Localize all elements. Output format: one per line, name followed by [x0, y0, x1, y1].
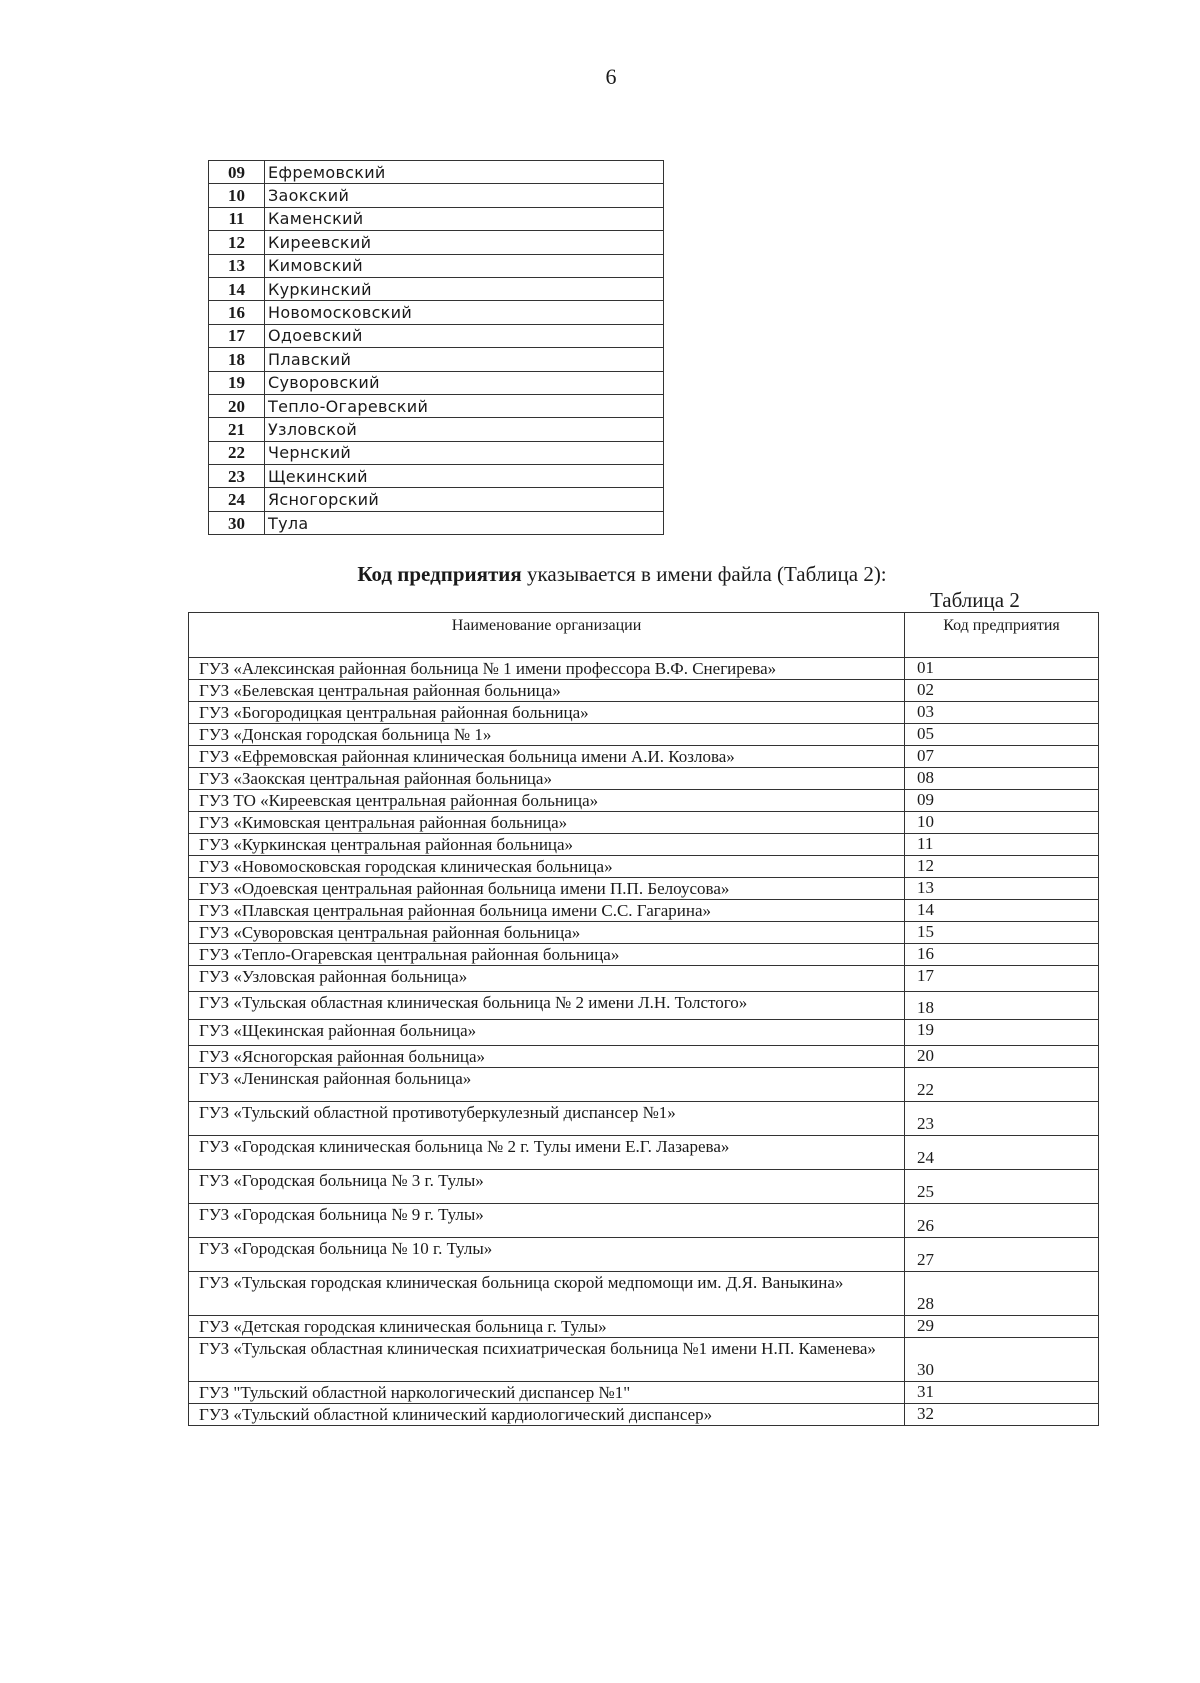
district-name: Кимовский	[265, 254, 664, 277]
enterprise-code: 09	[905, 790, 1099, 812]
district-code: 18	[209, 348, 265, 371]
table-row	[209, 254, 664, 277]
district-name: Чернский	[265, 441, 664, 464]
enterprise-code: 01	[905, 658, 1099, 680]
table-row	[209, 231, 664, 254]
district-name: Куркинский	[265, 277, 664, 300]
organization-name: ГУЗ «Городская клиническая больница № 2 г. Тулы имени Е.Г. Лазарева»	[189, 1136, 905, 1170]
table-row	[189, 900, 1099, 922]
enterprise-code: 22	[905, 1068, 1099, 1102]
district-name: Киреевский	[265, 231, 664, 254]
enterprise-code: 30	[905, 1338, 1099, 1382]
district-code: 09	[209, 161, 265, 184]
table-row	[189, 680, 1099, 702]
organization-name: ГУЗ «Ефремовская районная клиническая больница имени А.И. Козлова»	[189, 746, 905, 768]
caption-bold: Код предприятия	[357, 562, 522, 586]
organization-name: ГУЗ «Тульская областная клиническая больница № 2 имени Л.Н. Толстого»	[189, 992, 905, 1020]
table-row	[189, 658, 1099, 680]
organization-name: ГУЗ «Детская городская клиническая больница г. Тулы»	[189, 1316, 905, 1338]
enterprise-code: 17	[905, 966, 1099, 992]
district-name: Ефремовский	[265, 161, 664, 184]
table-row	[189, 878, 1099, 900]
district-code: 19	[209, 371, 265, 394]
district-code: 10	[209, 184, 265, 207]
enterprise-code: 19	[905, 1020, 1099, 1046]
district-code: 16	[209, 301, 265, 324]
table2-caption	[0, 562, 1200, 587]
table-row	[189, 1068, 1099, 1102]
organization-name: ГУЗ «Городская больница № 10 г. Тулы»	[189, 1238, 905, 1272]
header-enterprise-code: Код предприятия	[905, 613, 1099, 658]
enterprise-code: 31	[905, 1382, 1099, 1404]
enterprise-code: 24	[905, 1136, 1099, 1170]
organization-name: ГУЗ «Плавская центральная районная больница имени С.С. Гагарина»	[189, 900, 905, 922]
district-name: Заокский	[265, 184, 664, 207]
enterprise-code: 18	[905, 992, 1099, 1020]
district-table-body	[209, 161, 664, 535]
organization-name: ГУЗ «Тульская областная клиническая психиатрическая больница №1 имени Н.П. Каменева»	[189, 1338, 905, 1382]
enterprise-code: 15	[905, 922, 1099, 944]
enterprise-code: 29	[905, 1316, 1099, 1338]
organization-name: ГУЗ «Белевская центральная районная больница»	[189, 680, 905, 702]
caption-rest: указывается в имени файла (Таблица 2):	[521, 562, 887, 586]
organization-name: ГУЗ «Новомосковская городская клиническая больница»	[189, 856, 905, 878]
district-code-table	[208, 160, 664, 535]
district-name: Ясногорский	[265, 488, 664, 511]
table-row	[209, 511, 664, 534]
table-row	[209, 207, 664, 230]
table-row	[209, 465, 664, 488]
enterprise-code: 20	[905, 1046, 1099, 1068]
district-name: Каменский	[265, 207, 664, 230]
organization-name: ГУЗ «Богородицкая центральная районная больница»	[189, 702, 905, 724]
district-name: Плавский	[265, 348, 664, 371]
organization-name: ГУЗ «Тульская городская клиническая больница скорой медпомощи им. Д.Я. Ваныкина»	[189, 1272, 905, 1316]
organization-name: ГУЗ «Одоевская центральная районная больница имени П.П. Белоусова»	[189, 878, 905, 900]
district-name: Узловской	[265, 418, 664, 441]
table2-label: Таблица 2	[930, 588, 1020, 612]
table-row	[189, 1404, 1099, 1426]
district-code: 12	[209, 231, 265, 254]
organization-name: ГУЗ «Заокская центральная районная больница»	[189, 768, 905, 790]
table-row	[209, 324, 664, 347]
organization-name: ГУЗ ТО «Киреевская центральная районная больница»	[189, 790, 905, 812]
district-name: Новомосковский	[265, 301, 664, 324]
table-row	[189, 1020, 1099, 1046]
organization-name: ГУЗ «Тульский областной противотуберкулезный диспансер №1»	[189, 1102, 905, 1136]
table-row	[189, 746, 1099, 768]
table-row	[189, 992, 1099, 1020]
district-code: 11	[209, 207, 265, 230]
organization-name: ГУЗ «Щекинская районная больница»	[189, 1020, 905, 1046]
table-row	[189, 790, 1099, 812]
district-code: 24	[209, 488, 265, 511]
table-row	[189, 724, 1099, 746]
enterprise-code: 03	[905, 702, 1099, 724]
organization-code-table	[188, 612, 1099, 1426]
enterprise-code: 25	[905, 1170, 1099, 1204]
table-row	[189, 1238, 1099, 1272]
organization-name: ГУЗ «Донская городская больница № 1»	[189, 724, 905, 746]
org-table-body	[189, 658, 1099, 1426]
table-row	[189, 1382, 1099, 1404]
table-row	[189, 1136, 1099, 1170]
table-row	[209, 488, 664, 511]
organization-name: ГУЗ «Кимовская центральная районная больница»	[189, 812, 905, 834]
organization-name: ГУЗ «Тепло-Огаревская центральная районная больница»	[189, 944, 905, 966]
enterprise-code: 16	[905, 944, 1099, 966]
table-row	[189, 922, 1099, 944]
district-code: 21	[209, 418, 265, 441]
table-row	[189, 1316, 1099, 1338]
district-name: Тула	[265, 511, 664, 534]
enterprise-code: 12	[905, 856, 1099, 878]
enterprise-code: 28	[905, 1272, 1099, 1316]
table-row	[209, 161, 664, 184]
table-row	[189, 944, 1099, 966]
district-code: 23	[209, 465, 265, 488]
district-code: 13	[209, 254, 265, 277]
table-row	[189, 702, 1099, 724]
enterprise-code: 10	[905, 812, 1099, 834]
table-row	[209, 441, 664, 464]
table-row	[189, 1338, 1099, 1382]
enterprise-code: 08	[905, 768, 1099, 790]
table-row	[209, 348, 664, 371]
enterprise-code: 13	[905, 878, 1099, 900]
enterprise-code: 11	[905, 834, 1099, 856]
enterprise-code: 05	[905, 724, 1099, 746]
header-organization-name: Наименование организации	[189, 613, 905, 658]
table-row	[189, 1204, 1099, 1238]
enterprise-code: 27	[905, 1238, 1099, 1272]
organization-name: ГУЗ «Ленинская районная больница»	[189, 1068, 905, 1102]
table-row	[189, 856, 1099, 878]
table-row	[209, 394, 664, 417]
table-row	[209, 277, 664, 300]
district-name: Одоевский	[265, 324, 664, 347]
organization-name: ГУЗ «Городская больница № 3 г. Тулы»	[189, 1170, 905, 1204]
table-row	[189, 966, 1099, 992]
organization-name: ГУЗ «Ясногорская районная больница»	[189, 1046, 905, 1068]
organization-name: ГУЗ «Узловская районная больница»	[189, 966, 905, 992]
enterprise-code: 23	[905, 1102, 1099, 1136]
table-row	[209, 418, 664, 441]
organization-name: ГУЗ «Куркинская центральная районная больница»	[189, 834, 905, 856]
organization-name: ГУЗ «Городская больница № 9 г. Тулы»	[189, 1204, 905, 1238]
enterprise-code: 02	[905, 680, 1099, 702]
enterprise-code: 26	[905, 1204, 1099, 1238]
org-table-header-row	[189, 613, 1099, 658]
org-table-header	[189, 613, 1099, 658]
district-code: 22	[209, 441, 265, 464]
table-row	[209, 184, 664, 207]
page-number: 6	[605, 64, 617, 89]
table-row	[209, 371, 664, 394]
district-code: 14	[209, 277, 265, 300]
table-row	[209, 301, 664, 324]
enterprise-code: 32	[905, 1404, 1099, 1426]
district-code: 30	[209, 511, 265, 534]
table-row	[189, 1272, 1099, 1316]
enterprise-code: 07	[905, 746, 1099, 768]
organization-name: ГУЗ "Тульский областной наркологический диспансер №1"	[189, 1382, 905, 1404]
district-name: Щекинский	[265, 465, 664, 488]
district-code: 20	[209, 394, 265, 417]
table-row	[189, 1170, 1099, 1204]
organization-name: ГУЗ «Тульский областной клинический кардиологический диспансер»	[189, 1404, 905, 1426]
table-row	[189, 1102, 1099, 1136]
district-name: Суворовский	[265, 371, 664, 394]
organization-name: ГУЗ «Алексинская районная больница № 1 имени профессора В.Ф. Снегирева»	[189, 658, 905, 680]
district-code: 17	[209, 324, 265, 347]
organization-name: ГУЗ «Суворовская центральная районная больница»	[189, 922, 905, 944]
table-row	[189, 834, 1099, 856]
district-name: Тепло-Огаревский	[265, 394, 664, 417]
table-row	[189, 768, 1099, 790]
enterprise-code: 14	[905, 900, 1099, 922]
table-row	[189, 1046, 1099, 1068]
table-row	[189, 812, 1099, 834]
